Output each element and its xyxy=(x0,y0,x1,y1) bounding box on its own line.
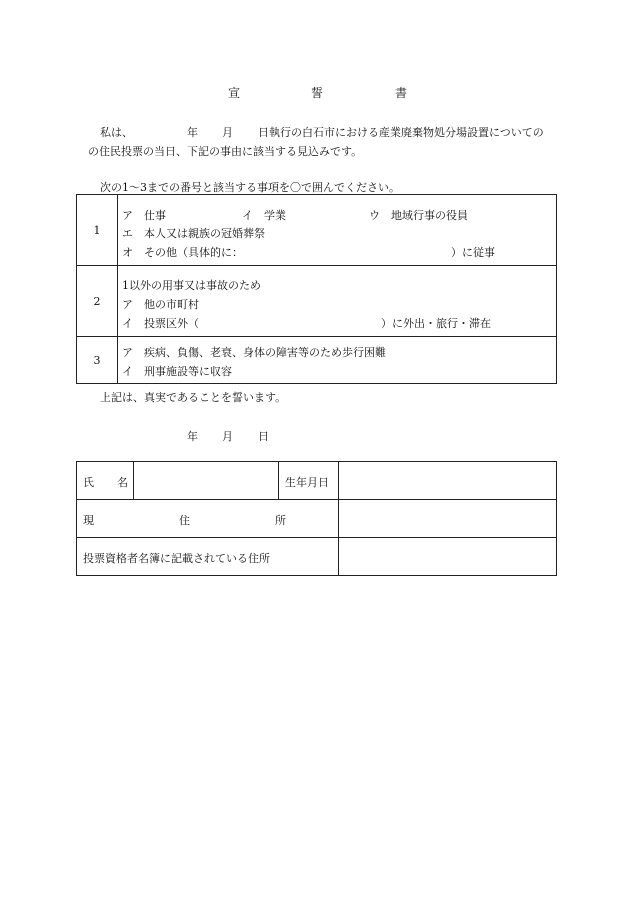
intro-line-1-rest: 日執行の白石市における産業廃棄物処分場設置についての xyxy=(258,126,544,139)
reason-items-1 xyxy=(118,195,557,266)
registry-address-field[interactable] xyxy=(339,538,557,576)
current-address-field[interactable] xyxy=(339,500,557,538)
reason-row-1[interactable] xyxy=(77,195,557,266)
instruction-text: 次の1～3までの番号と該当する事項を〇で囲んでください。 xyxy=(100,181,400,194)
title-char-2: 誓 xyxy=(311,86,324,100)
reason-1-option-a: ア 仕事 xyxy=(122,209,166,222)
name-label: 氏 名 xyxy=(77,462,134,500)
registry-address-label: 投票資格者名簿に記載されている住所 xyxy=(77,538,339,576)
title-char-1: 宣 xyxy=(228,86,241,100)
reason-number-3: 3 xyxy=(77,337,118,384)
reason-1-option-i: イ 学業 xyxy=(242,209,286,222)
date-day-label: 日 xyxy=(258,430,269,443)
birthdate-label: 生年月日 xyxy=(279,462,339,500)
date-month-label: 月 xyxy=(222,430,233,443)
intro-prefix: 私は、 xyxy=(100,126,133,139)
reason-3-option-a: ア 疾病、負傷、老衰、身体の障害等のため歩行困難 xyxy=(122,346,386,359)
reason-2-option-a: ア 他の市町村 xyxy=(122,298,199,311)
reason-1-option-o: オ その他（具体的に： xyxy=(122,246,243,259)
reason-row-2[interactable] xyxy=(77,266,557,337)
reason-1-option-e: エ 本人又は親族の冠婚葬祭 xyxy=(122,227,265,240)
reason-2-heading: 1以外の用事又は事故のため xyxy=(122,279,261,292)
oath-statement: 上記は、真実であることを誓います。 xyxy=(100,391,287,404)
birthdate-field[interactable] xyxy=(339,462,557,500)
signer-info-table xyxy=(76,461,557,576)
current-address-label: 現 住 所 xyxy=(77,500,339,538)
reason-1-option-u: ウ 地域行事の役員 xyxy=(369,209,468,222)
reasons-table xyxy=(76,194,557,384)
title-char-3: 書 xyxy=(395,86,408,100)
reason-number-2: 2 xyxy=(77,266,118,337)
reason-3-option-i: イ 刑事施設等に収容 xyxy=(122,365,232,378)
intro-month-label: 月 xyxy=(222,126,233,139)
reason-1-option-o-end: ）に従事 xyxy=(451,246,495,259)
intro-year-label: 年 xyxy=(187,126,198,139)
name-field[interactable] xyxy=(134,462,279,500)
reason-items-3 xyxy=(118,337,557,384)
reason-items-2 xyxy=(118,266,557,337)
document-title xyxy=(0,84,630,100)
date-year-label: 年 xyxy=(187,430,198,443)
reason-row-3[interactable] xyxy=(77,337,557,384)
reason-2-option-i-end: ）に外出・旅行・滞在 xyxy=(381,317,491,330)
intro-line-2: の住民投票の当日、下記の事由に該当する見込みです。 xyxy=(88,145,363,158)
reason-2-option-i: イ 投票区外（ xyxy=(122,317,199,330)
reason-number-1: 1 xyxy=(77,195,118,266)
